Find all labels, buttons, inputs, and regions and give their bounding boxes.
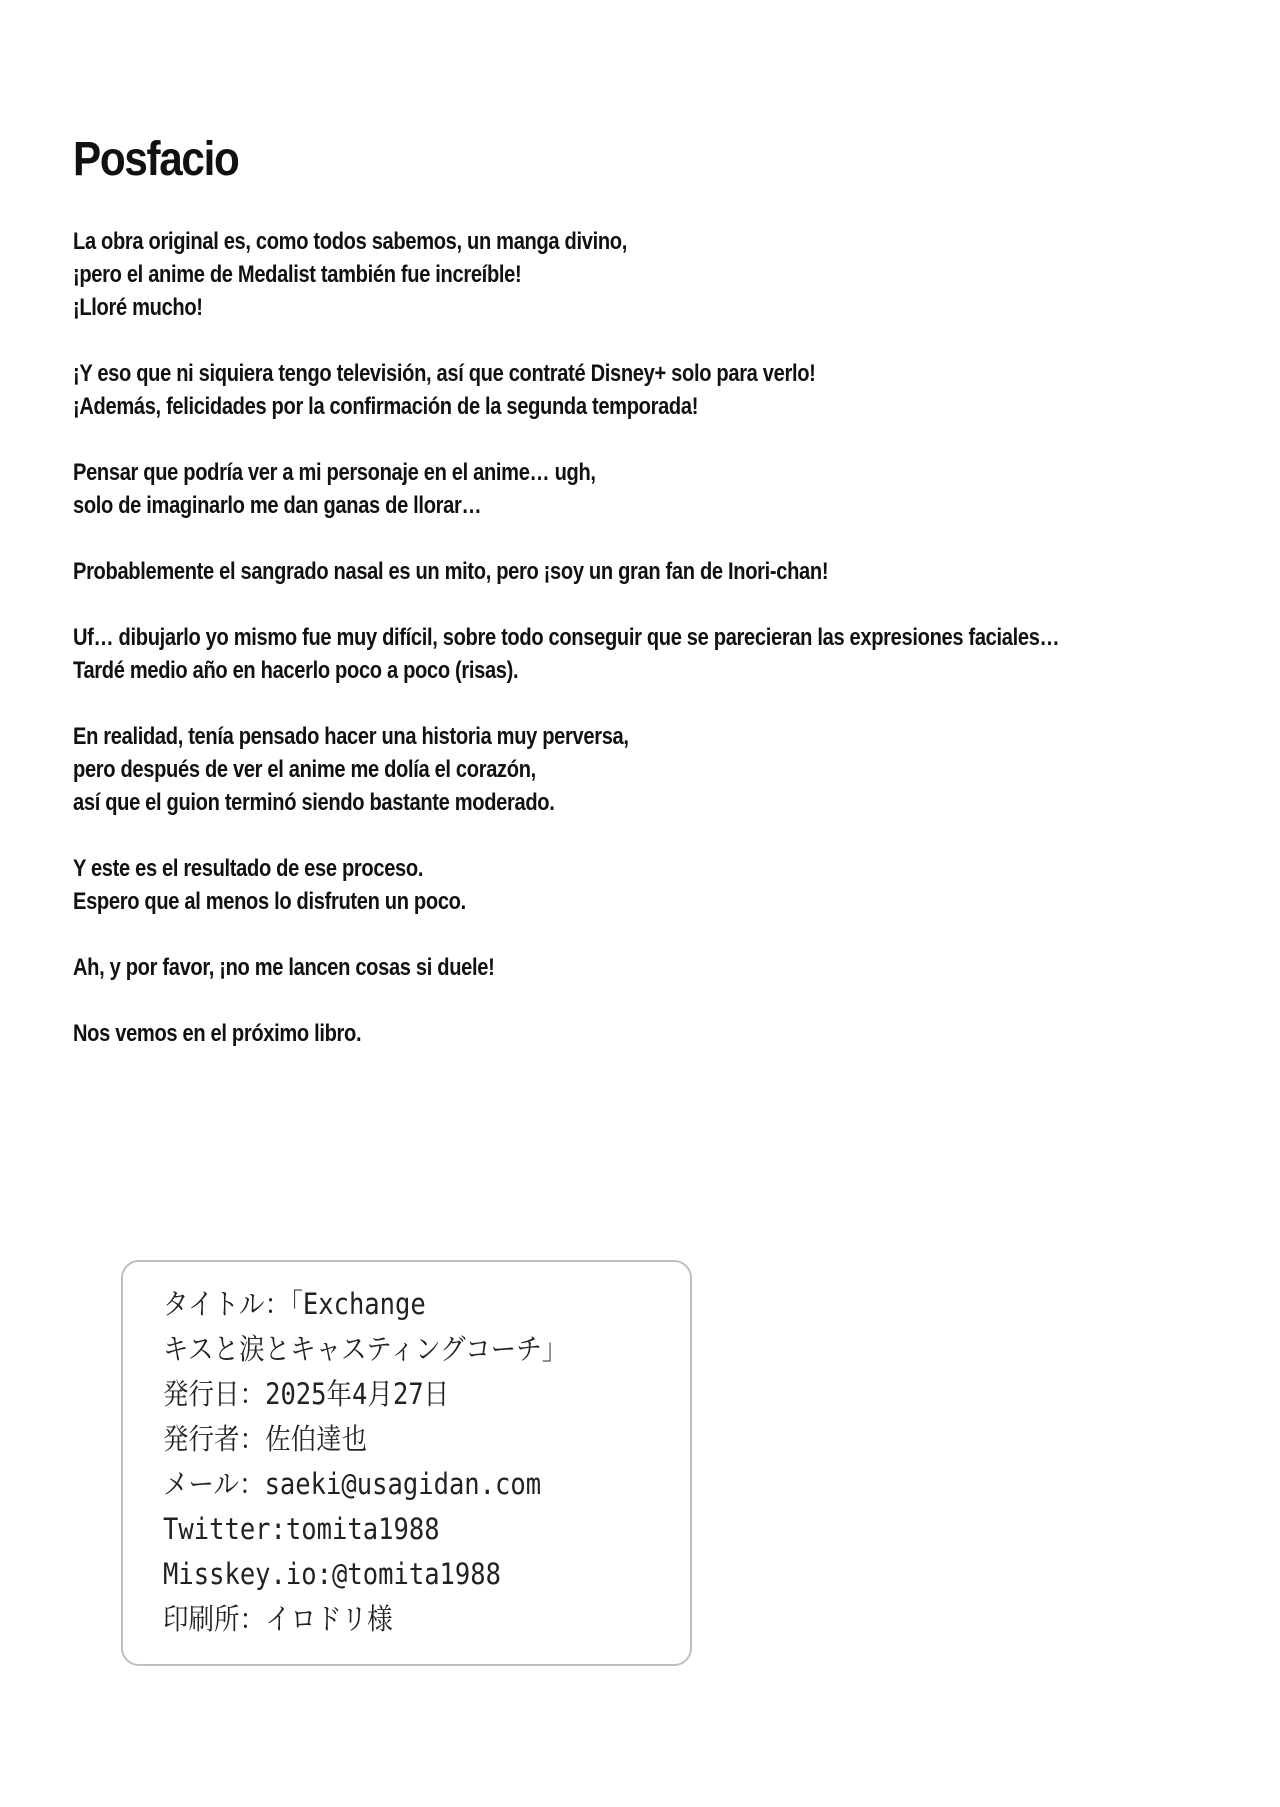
afterword-line: Uf… dibujarlo yo mismo fue muy difícil, sobre todo conseguir que se parecieran las expresiones faciales…: [73, 624, 1060, 651]
afterword-line: así que el guion terminó siendo bastante moderado.: [73, 789, 555, 816]
afterword-line: En realidad, tenía pensado hacer una historia muy perversa,: [73, 723, 629, 750]
colophon-email: メール：saeki@usagidan.com: [163, 1467, 542, 1501]
afterword-line: La obra original es, como todos sabemos, un manga divino,: [73, 228, 627, 255]
colophon-publish-date: 発行日：2025年4月27日: [163, 1377, 450, 1411]
afterword-line: pero después de ver el anime me dolía el corazón,: [73, 756, 536, 783]
afterword-body: [73, 225, 1123, 1083]
afterword-paragraph: [73, 357, 1123, 423]
colophon-printer: 印刷所：イロドリ様: [163, 1602, 393, 1636]
colophon-box: [121, 1260, 692, 1666]
afterword-paragraph: [73, 852, 1123, 918]
colophon-title-continuation: キスと涙とキャスティングコーチ」: [163, 1332, 568, 1366]
afterword-paragraph: [73, 225, 1123, 324]
page-title: Posfacio: [73, 133, 239, 186]
afterword-line: solo de imaginarlo me dan ganas de llorar…: [73, 492, 482, 519]
afterword-line: Y este es el resultado de ese proceso.: [73, 855, 424, 882]
afterword-paragraph: [73, 720, 1123, 819]
afterword-line: Tardé medio año en hacerlo poco a poco (risas).: [73, 657, 519, 684]
afterword-line: Probablemente el sangrado nasal es un mito, pero ¡soy un gran fan de Inori-chan!: [73, 558, 829, 585]
afterword-line: Espero que al menos lo disfruten un poco.: [73, 888, 466, 915]
afterword-paragraph: [73, 621, 1123, 687]
afterword-paragraph: [73, 1017, 1123, 1050]
afterword-line: ¡Lloré mucho!: [73, 294, 203, 321]
afterword-line: ¡Además, felicidades por la confirmación de la segunda temporada!: [73, 393, 699, 420]
afterword-line: Nos vemos en el próximo libro.: [73, 1020, 362, 1047]
colophon-misskey: Misskey.io:@tomita1988: [163, 1557, 502, 1591]
afterword-paragraph: [73, 555, 1123, 588]
colophon-publisher: 発行者：佐伯達也: [163, 1422, 368, 1456]
afterword-line: Ah, y por favor, ¡no me lancen cosas si duele!: [73, 954, 495, 981]
afterword-line: ¡pero el anime de Medalist también fue increíble!: [73, 261, 522, 288]
afterword-line: ¡Y eso que ni siquiera tengo televisión, así que contraté Disney+ solo para verlo!: [73, 360, 816, 387]
colophon-list: [163, 1282, 567, 1642]
colophon-title-line: タイトル：「Exchange: [163, 1287, 426, 1321]
colophon-twitter: Twitter:tomita1988: [163, 1512, 440, 1546]
afterword-paragraph: [73, 456, 1123, 522]
afterword-paragraph: [73, 951, 1123, 984]
afterword-line: Pensar que podría ver a mi personaje en el anime… ugh,: [73, 459, 596, 486]
